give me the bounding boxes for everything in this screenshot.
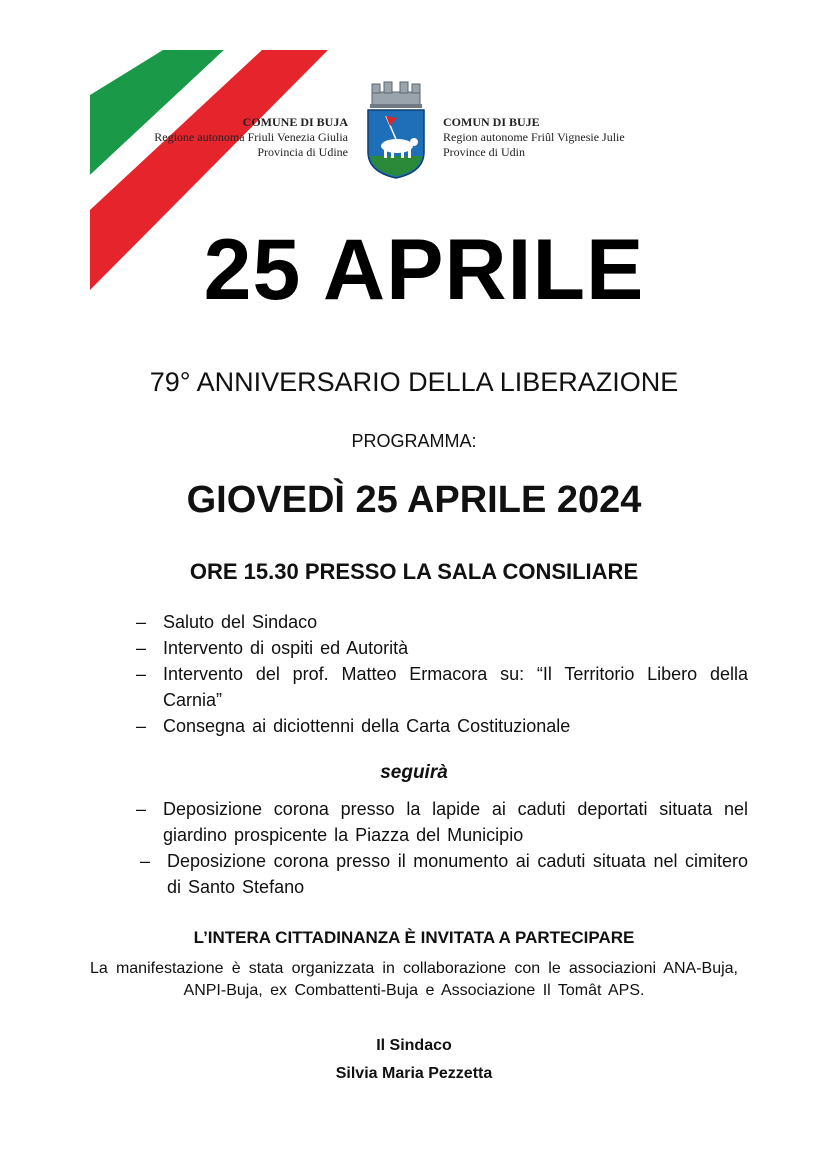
- event-time-place: ORE 15.30 PRESSO LA SALA CONSILIARE: [189, 559, 639, 584]
- list-item: [136, 635, 748, 661]
- signature-name: Silvia Maria Pezzetta: [335, 1065, 493, 1082]
- comun-buje-heading: [443, 115, 703, 160]
- program-item-text: Consegna ai diciottenni della Carta Costituzionale: [163, 716, 571, 736]
- list-item: [136, 661, 748, 713]
- followup-item-text: Deposizione corona presso il monumento ai caduti situata nel cimitero di Santo Stefano: [167, 851, 748, 897]
- comune-right-region: Region autonome Friûl Vignesie Julie: [443, 130, 625, 144]
- comune-left-province: Provincia di Udine: [257, 145, 348, 159]
- followup-list: [136, 796, 748, 900]
- invitation-text: L’INTERA CITTADINANZA È INVITATA A PARTECIPARE: [193, 928, 635, 947]
- organization-note: La manifestazione è stata organizzata in collaborazione con le associazioni ANA-Buja, ANPI-Buja, ex Combattenti-Buja e Associazione Il Tomât APS.: [90, 960, 738, 999]
- comune-right-province: Province di Udin: [443, 145, 525, 159]
- event-date: GIOVEDÌ 25 APRILE 2024: [186, 479, 642, 521]
- bullet-dash: –: [136, 612, 147, 632]
- comune-buja-heading: [120, 115, 348, 160]
- signature-role: Il Sindaco: [376, 1037, 452, 1054]
- comune-left-name: COMUNE DI BUJA: [242, 115, 348, 129]
- bullet-dash: –: [136, 799, 147, 819]
- followup-item-text: Deposizione corona presso la lapide ai caduti deportati situata nel giardino prospicente la Piazza del Municipio: [163, 799, 748, 845]
- bullet-dash: –: [136, 664, 147, 684]
- main-title: 25 APRILE: [203, 222, 645, 318]
- bullet-dash: –: [136, 638, 147, 658]
- comune-right-name: COMUN DI BUJE: [443, 115, 540, 129]
- programma-label: PROGRAMMA:: [351, 431, 477, 451]
- comune-left-region: Regione autonoma Friuli Venezia Giulia: [154, 130, 348, 144]
- buja-coat-of-arms-icon: [364, 74, 428, 180]
- program-item-text: Intervento del prof. Matteo Ermacora su: “Il Territorio Libero della Carnia”: [163, 664, 748, 710]
- program-list: [136, 609, 748, 739]
- list-item: [136, 713, 748, 739]
- anniversary-heading: 79° ANNIVERSARIO DELLA LIBERAZIONE: [149, 367, 679, 397]
- list-item: [140, 848, 748, 900]
- seguira-label: seguirà: [380, 762, 448, 783]
- bullet-dash: –: [140, 851, 151, 871]
- bullet-dash: –: [136, 716, 147, 736]
- list-item: [136, 796, 748, 848]
- program-item-text: Intervento di ospiti ed Autorità: [163, 638, 409, 658]
- program-item-text: Saluto del Sindaco: [163, 612, 318, 632]
- list-item: [136, 609, 748, 635]
